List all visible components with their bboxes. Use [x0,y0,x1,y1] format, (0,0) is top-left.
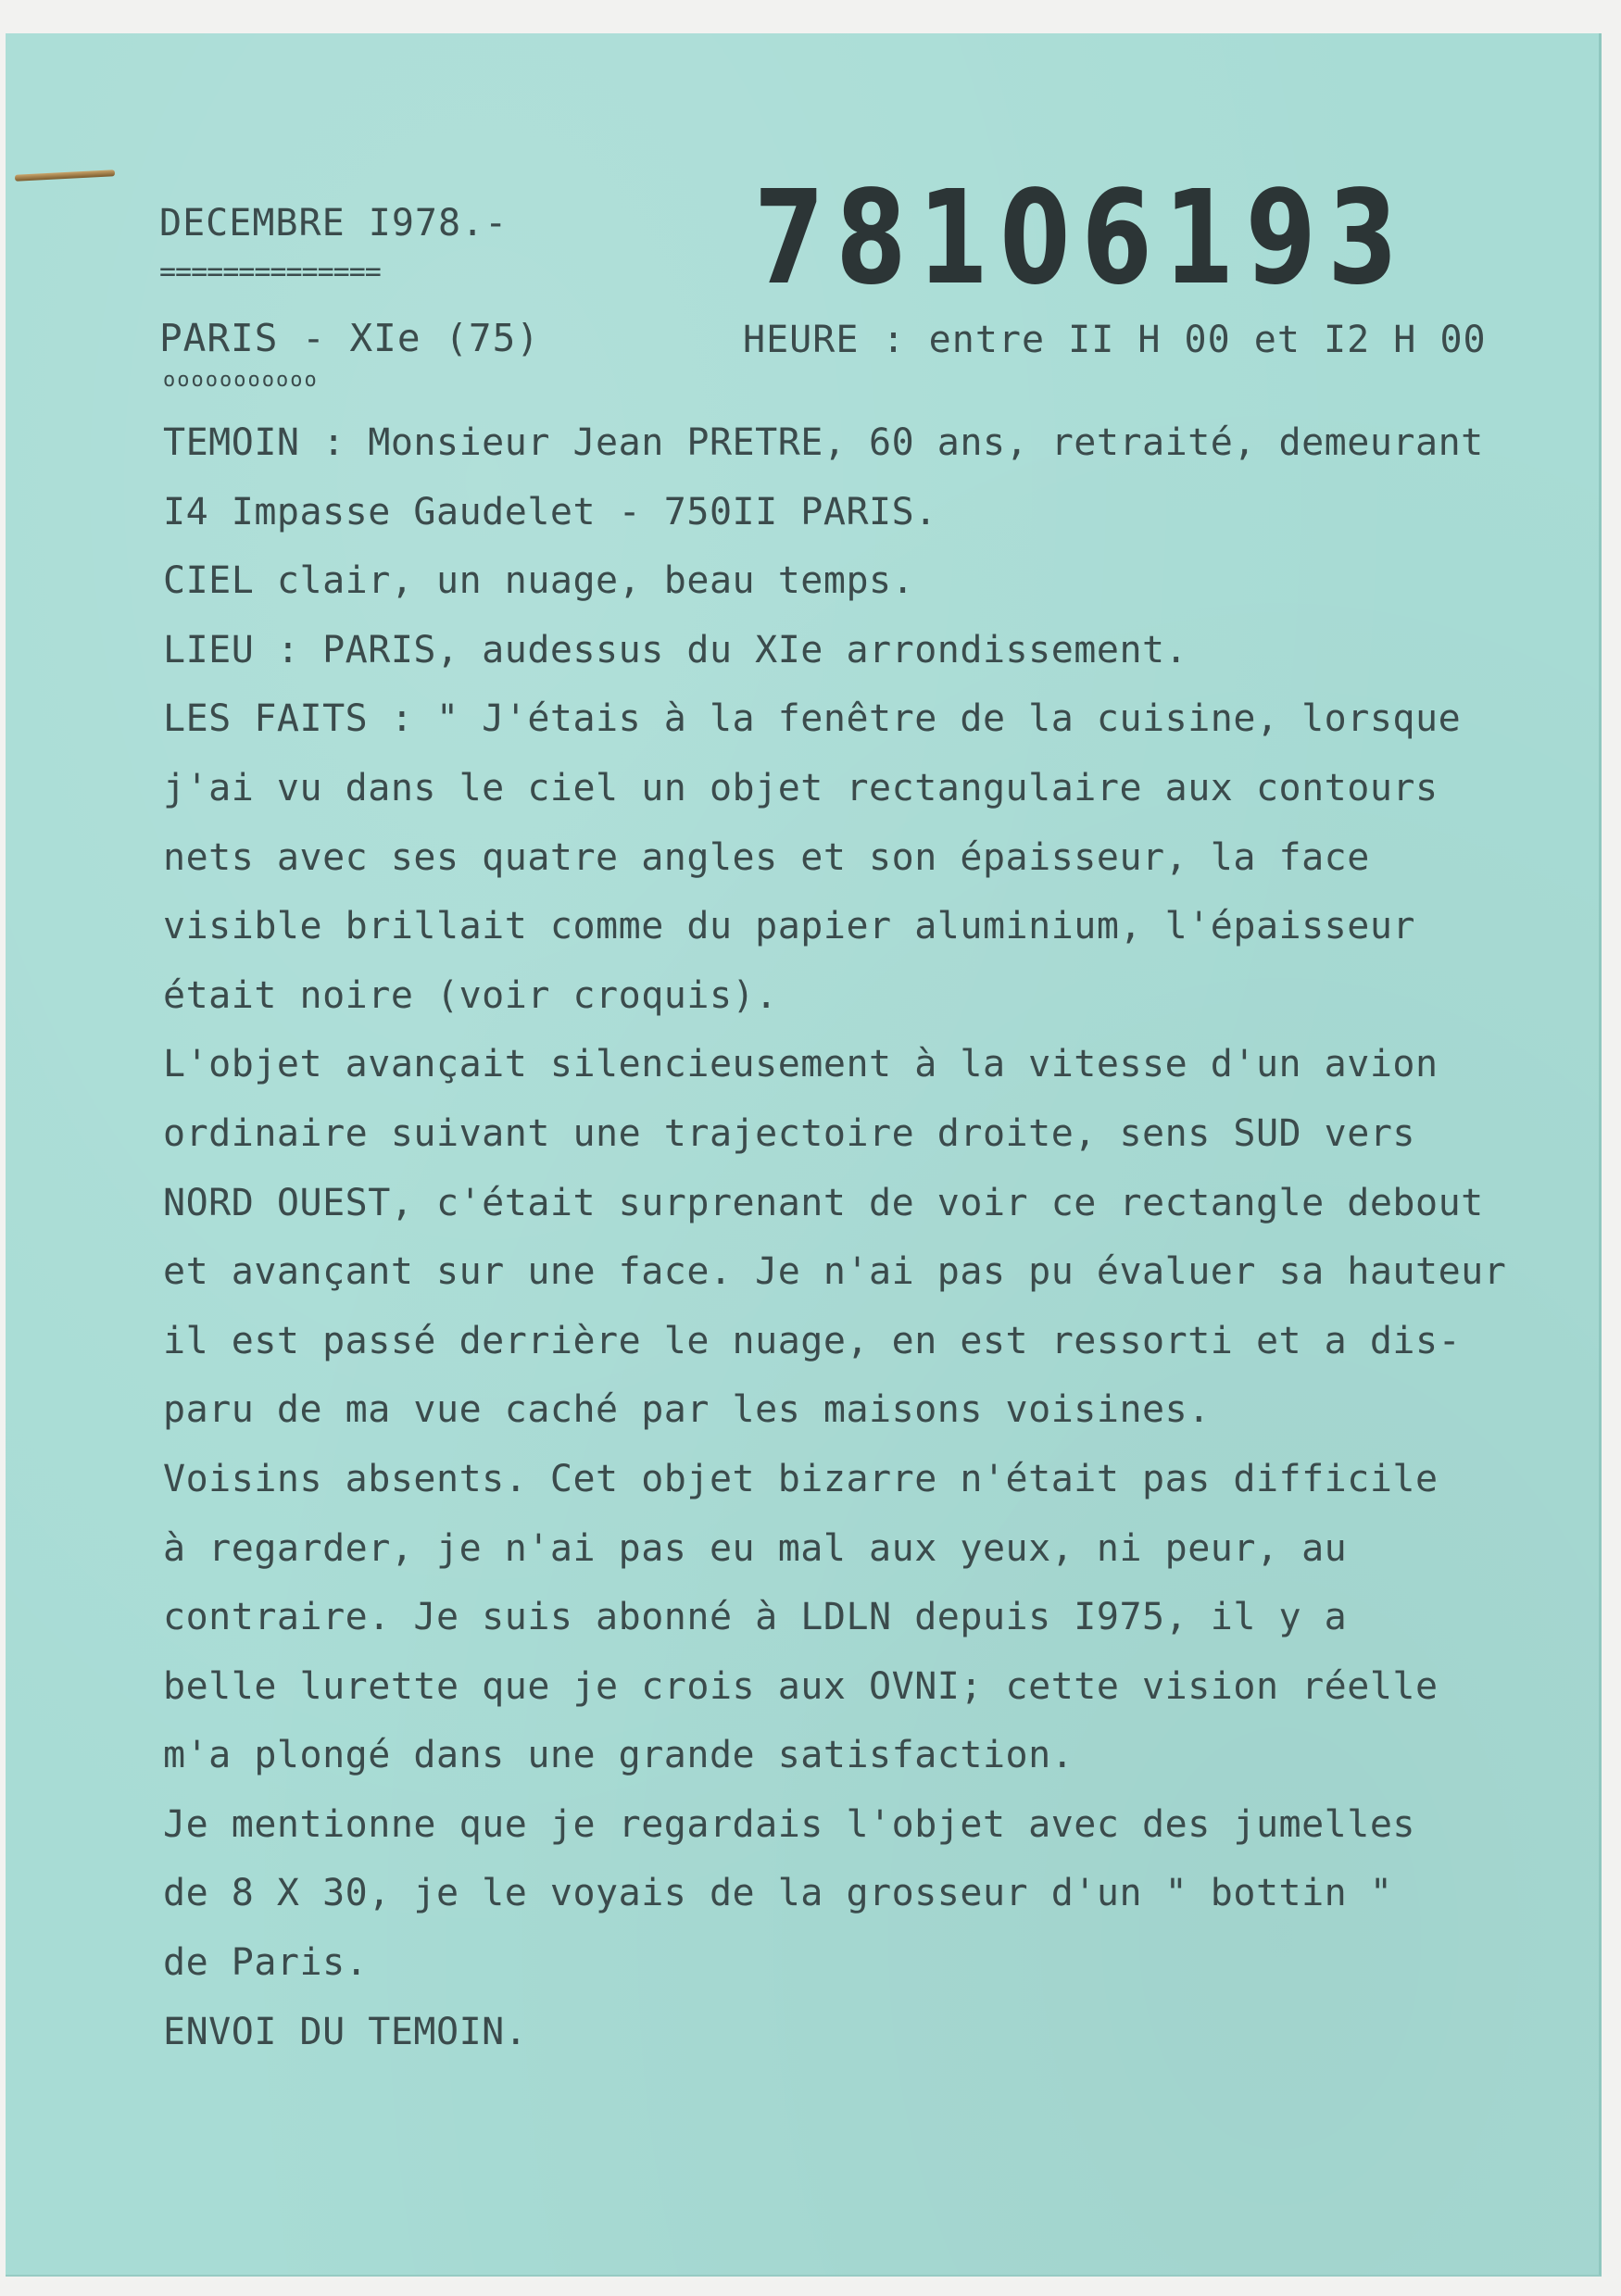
report-number-stamp: 78106193 [754,163,1410,314]
date-underline: ============== [159,256,381,288]
body-line: j'ai vu dans le ciel un objet rectangulaire aux contours [163,766,1439,809]
body-line: et avançant sur une face. Je n'ai pas pu évaluer sa hauteur [163,1250,1507,1294]
body-line: était noire (voir croquis). [163,973,778,1017]
body-line: ordinaire suivant une trajectoire droite, sens SUD vers [163,1111,1416,1155]
body-line: LES FAITS : " J'étais à la fenêtre de la cuisine, lorsque [163,697,1462,741]
report-body [163,408,1506,2066]
body-line: CIEL clair, un nuage, beau temps. [163,559,915,603]
body-line: paru de ma vue caché par les maisons voisines. [163,1388,1211,1432]
body-line: m'a plongé dans une grande satisfaction. [163,1734,1074,1777]
body-line: TEMOIN : Monsieur Jean PRETRE, 60 ans, retraité, demeurant [163,421,1484,464]
report-date: DECEMBRE I978.- [159,202,509,245]
body-line: de 8 X 30, je le voyais de la grosseur d'un " bottin " [163,1872,1393,1915]
body-line: Voisins absents. Cet objet bizarre n'était pas difficile [163,1457,1439,1500]
body-line: L'objet avançait silencieusement à la vitesse d'un avion [163,1043,1439,1086]
body-line: I4 Impasse Gaudelet - 750II PARIS. [163,490,937,533]
paper-sheet [6,33,1602,2277]
report-time: HEURE : entre II H 00 et I2 H 00 [743,319,1487,361]
body-line: visible brillait comme du papier aluminium, l'épaisseur [163,905,1416,948]
body-line: contraire. Je suis abonné à LDLN depuis I975, il y a [163,1596,1348,1639]
staple-mark [15,169,115,182]
body-line: belle lurette que je crois aux OVNI; cette vision réelle [163,1664,1439,1708]
body-line: ENVOI DU TEMOIN. [163,2010,528,2053]
body-line: de Paris. [163,1941,369,1985]
body-line: Je mentionne que je regardais l'objet avec des jumelles [163,1802,1416,1846]
body-line: il est passé derrière le nuage, en est ressorti et a dis- [163,1319,1462,1362]
report-place: PARIS - XIe (75) [159,316,540,360]
body-line: nets avec ses quatre angles et son épaisseur, la face [163,835,1370,879]
body-line: à regarder, je n'ai pas eu mal aux yeux, ni peur, au [163,1526,1348,1570]
body-line: LIEU : PARIS, audessus du XIe arrondissement. [163,628,1188,671]
body-line: NORD OUEST, c'était surprenant de voir ce rectangle debout [163,1181,1484,1224]
place-underline: ooooooooooo [163,369,319,392]
